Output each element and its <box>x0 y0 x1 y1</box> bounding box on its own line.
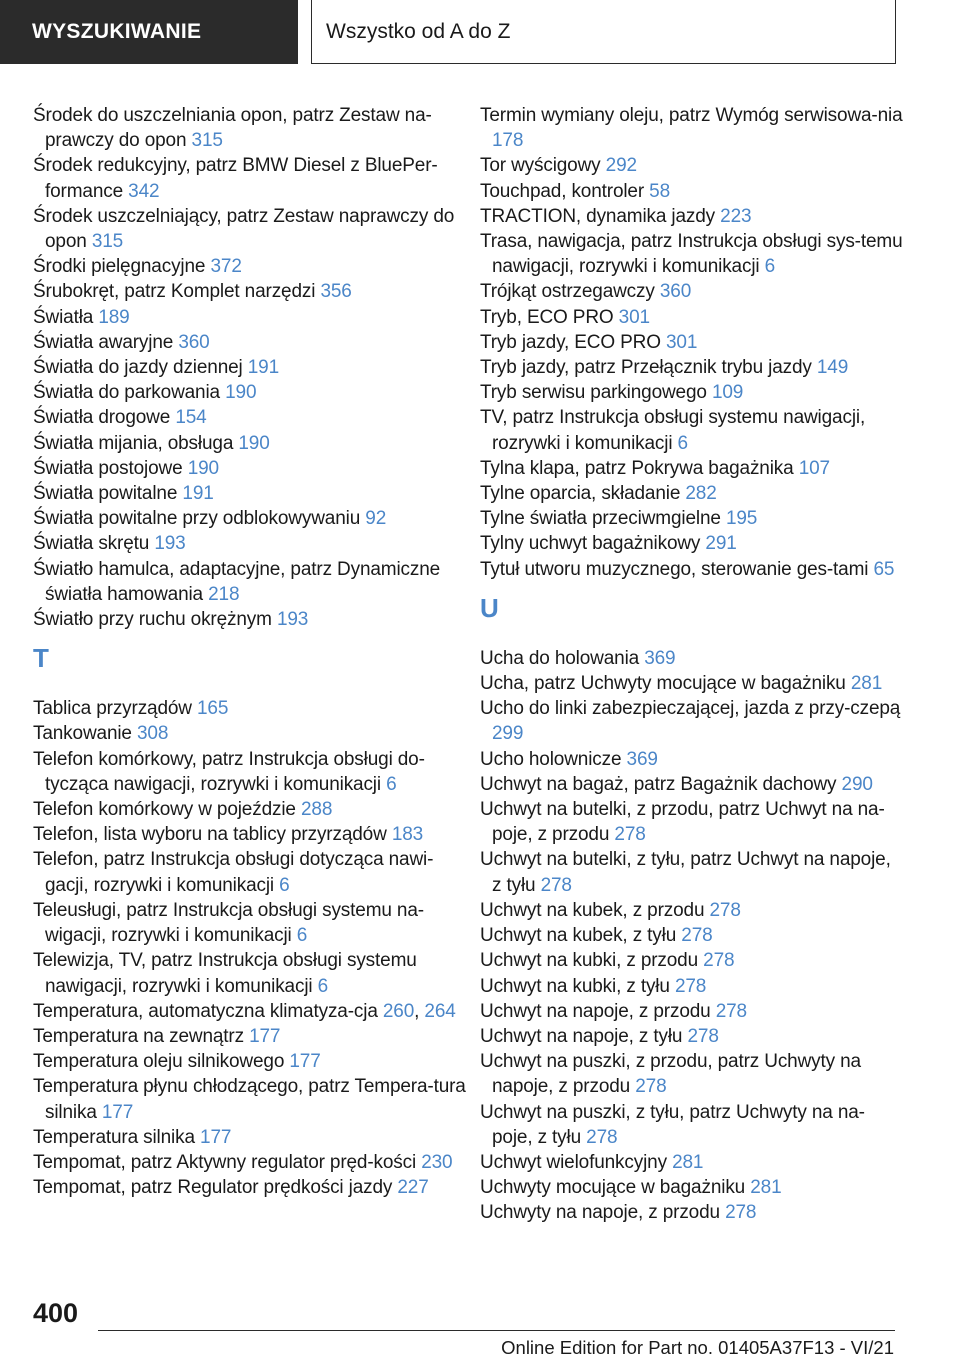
index-entry-text: Światła <box>33 306 94 328</box>
page-link[interactable]: 278 <box>687 1025 719 1047</box>
index-entry-text: Tytuł utworu muzycznego, sterowanie ges-tami <box>480 558 869 580</box>
page-link[interactable]: 369 <box>644 647 676 669</box>
page-link[interactable]: 165 <box>197 698 229 720</box>
index-entry-text: Tablica przyrządów <box>33 698 192 720</box>
page-link[interactable]: 109 <box>711 382 744 404</box>
header-title: Wszystko od A do Z <box>326 19 511 43</box>
index-entry-text: Światło przy ruchu okrężnym <box>33 609 272 631</box>
page-link[interactable]: 281 <box>850 673 883 695</box>
index-entry <box>480 747 905 772</box>
footer-divider <box>98 1330 895 1331</box>
page-link[interactable]: 278 <box>586 1126 618 1148</box>
index-entry <box>480 355 905 380</box>
index-entry-text: Tylne światła przeciwmgielne <box>480 508 721 530</box>
index-entry <box>480 646 905 671</box>
index-letter-heading: U <box>480 592 499 623</box>
index-entry <box>480 380 905 405</box>
index-entry <box>480 557 905 582</box>
index-entry-text: Światła powitalne przy odblokowywaniu <box>33 508 361 530</box>
index-entry-text: Ucha, patrz Uchwyty mocujące w bagażniku <box>480 673 846 695</box>
page-link[interactable]: 278 <box>540 874 572 896</box>
index-entry <box>480 179 905 204</box>
index-entry <box>480 1175 905 1200</box>
index-entry <box>33 948 473 998</box>
index-entry-text: Ucha do holowania <box>480 647 640 669</box>
index-entry-text: Temperatura silnika <box>33 1126 195 1148</box>
index-entry-text: Uchwyt na napoje, z tyłu <box>480 1025 683 1047</box>
page-link[interactable]: 6 <box>764 256 776 278</box>
index-column-right <box>480 103 905 1226</box>
index-entry-text: Uchwyt na butelki, z przodu, patrz Uchwyt na na-poje, z przodu <box>480 799 885 846</box>
page-link[interactable]: 107 <box>798 457 830 479</box>
index-entry <box>33 1125 473 1150</box>
page-link[interactable]: 315 <box>191 130 223 152</box>
page-link[interactable]: 6 <box>296 925 308 947</box>
page-link[interactable]: 190 <box>225 382 257 404</box>
index-entry-text: Touchpad, kontroler <box>480 180 645 202</box>
index-entry-text: Tor wyścigowy <box>480 155 601 177</box>
index-entry <box>480 153 905 178</box>
index-entry <box>33 279 473 304</box>
index-entry <box>480 772 905 797</box>
page-link[interactable]: 292 <box>605 155 637 177</box>
index-entry-text: Tryb serwisu parkingowego <box>480 382 707 404</box>
page-link[interactable]: 227 <box>397 1177 429 1199</box>
page-link[interactable]: 299 <box>492 723 524 745</box>
page-link[interactable]: 191 <box>247 357 280 379</box>
index-entry-text: Termin wymiany oleju, patrz Wymóg serwisowa-nia <box>480 105 903 126</box>
index-entry <box>480 1150 905 1175</box>
page-link[interactable]: 360 <box>659 281 692 303</box>
page-link[interactable]: 92 <box>365 508 387 530</box>
page-link[interactable]: 281 <box>672 1151 704 1173</box>
index-entry <box>33 797 473 822</box>
index-entry <box>480 696 905 746</box>
index-entry-text: Tryb jazdy, patrz Przełącznik trybu jazdy <box>480 357 812 379</box>
index-entry <box>33 204 473 254</box>
index-entry <box>33 531 473 556</box>
index-entry <box>480 531 905 556</box>
index-entry-text: Uchwyty mocujące w bagażniku <box>480 1177 746 1199</box>
page-link[interactable]: 149 <box>816 357 849 379</box>
index-entry-text: Środek redukcyjny, patrz BMW Diesel z BluePer-formance <box>33 155 438 202</box>
page-link[interactable]: 6 <box>677 432 688 454</box>
index-entry <box>480 974 905 999</box>
index-entry-text: Środek do uszczelniania opon, patrz Zestaw na-prawczy do opon <box>33 105 432 152</box>
page-link[interactable]: 278 <box>703 950 735 972</box>
index-entry <box>33 1074 473 1124</box>
page-link[interactable]: 177 <box>101 1101 134 1123</box>
index-entry-text: Uchwyt na kubki, z przodu <box>480 950 699 972</box>
page-link[interactable]: 6 <box>279 874 290 896</box>
index-entry-text: Światła skrętu <box>33 533 150 555</box>
page-link[interactable]: 6 <box>386 773 397 795</box>
page-link[interactable]: 278 <box>725 1202 757 1224</box>
index-entry-text: Światła postojowe <box>33 457 183 479</box>
index-entry-text: Telefon komórkowy, patrz Instrukcja obsługi do-tycząca nawigacji, rozrywki i komunikacji <box>33 748 425 795</box>
index-entry-text: Światło hamulca, adaptacyjne, patrz Dynamiczne światła hamowania <box>33 558 441 605</box>
index-entry-text: TRACTION, dynamika jazdy <box>480 205 716 227</box>
index-entry-text: Uchwyt na kubek, z przodu <box>480 899 705 921</box>
index-entry-text: Światła drogowe <box>33 407 171 429</box>
index-entry-text: Środki pielęgnacyjne <box>33 256 206 278</box>
index-entry-text: Uchwyt na bagaż, patrz Bagażnik dachowy <box>480 773 837 795</box>
page-link[interactable]: 58 <box>649 180 671 202</box>
page-link[interactable]: 178 <box>492 130 524 152</box>
page-link[interactable]: 183 <box>391 824 424 846</box>
index-entry-text: Uchwyty na napoje, z przodu <box>480 1202 720 1224</box>
index-entry <box>480 1024 905 1049</box>
index-entry <box>33 1024 473 1049</box>
page-link[interactable]: 191 <box>182 483 214 505</box>
index-entry-text: Telefon, lista wyboru na tablicy przyrządów <box>33 824 387 846</box>
index-letter-heading: T <box>33 643 49 674</box>
index-entry <box>480 330 905 355</box>
index-entry <box>33 431 473 456</box>
index-entry-text: TV, patrz Instrukcja obsługi systemu nawigacji, rozrywki i komunikacji <box>480 407 866 454</box>
index-entry-text: Tryb jazdy, ECO PRO <box>480 331 661 353</box>
index-entry <box>480 999 905 1024</box>
page-link[interactable]: 190 <box>238 432 270 454</box>
index-entry <box>33 481 473 506</box>
index-entry <box>33 557 473 607</box>
index-entry <box>33 1175 473 1200</box>
index-entry <box>33 1150 473 1175</box>
index-entry <box>480 279 905 304</box>
page-link[interactable]: 195 <box>725 508 758 530</box>
index-entry-text: Trójkąt ostrzegawczy <box>480 281 655 303</box>
page-link[interactable]: 278 <box>709 899 741 921</box>
page-link[interactable]: 369 <box>626 748 658 770</box>
index-entry <box>480 1049 905 1099</box>
index-entry-text: Temperatura oleju silnikowego <box>33 1051 285 1073</box>
index-entry <box>33 305 473 330</box>
index-entry-text: Uchwyt wielofunkcyjny <box>480 1151 667 1173</box>
page-link[interactable]: 278 <box>614 824 646 846</box>
index-entry-text: Ucho holownicze <box>480 748 622 770</box>
index-entry-text: Środek uszczelniający, patrz Zestaw naprawczy do opon <box>33 205 455 253</box>
index-entry <box>33 822 473 847</box>
header-title-box <box>311 0 896 64</box>
page-link[interactable]: 278 <box>635 1076 667 1098</box>
page-link[interactable]: 193 <box>154 533 186 555</box>
page-link[interactable]: 65 <box>873 558 895 580</box>
page-link[interactable]: 315 <box>91 231 124 253</box>
index-entry <box>480 103 905 153</box>
index-entry <box>480 1200 905 1225</box>
section-title: WYSZUKIWANIE <box>32 20 202 43</box>
index-entry <box>480 923 905 948</box>
index-entry <box>480 847 905 897</box>
index-entry <box>480 229 905 279</box>
index-entry <box>480 305 905 330</box>
page-link[interactable]: 278 <box>674 975 707 997</box>
index-entry-text: Uchwyt na puszki, z przodu, patrz Uchwyty na napoje, z przodu <box>480 1051 861 1098</box>
page-link[interactable]: 189 <box>98 306 130 328</box>
index-entry-text: Światła awaryjne <box>33 331 174 353</box>
index-entry <box>33 456 473 481</box>
index-entry <box>480 506 905 531</box>
index-entry-text: Uchwyt na butelki, z tyłu, patrz Uchwyt na napoje, z tyłu <box>480 849 891 896</box>
page-link[interactable]: 301 <box>618 306 650 328</box>
page-link[interactable]: 301 <box>666 331 698 353</box>
index-entry <box>33 506 473 531</box>
index-entry <box>33 330 473 355</box>
page-link[interactable]: 154 <box>175 407 207 429</box>
index-entry <box>480 204 905 229</box>
page-link[interactable]: 278 <box>715 1000 747 1022</box>
page-link[interactable]: 193 <box>276 609 309 631</box>
index-entry <box>33 355 473 380</box>
section-tab <box>0 0 298 64</box>
index-entry <box>33 721 473 746</box>
index-entry <box>33 898 473 948</box>
index-entry-text: Tempomat, patrz Aktywny regulator pręd-kości <box>33 1151 417 1173</box>
index-entry-text: Tylna klapa, patrz Pokrywa bagażnika <box>480 457 794 479</box>
page-link[interactable]: 290 <box>841 773 873 795</box>
page-link[interactable]: 190 <box>187 457 219 479</box>
index-entry <box>33 747 473 797</box>
index-entry-text: Tankowanie <box>33 723 132 745</box>
index-entry-text: Temperatura płynu chłodzącego, patrz Tempera-tura silnika <box>33 1076 466 1123</box>
page-link[interactable]: 372 <box>210 256 242 278</box>
index-entry: Temperatura, automatyczna klimatyza-cja 260, 264 <box>33 1000 456 1022</box>
index-entry-text: Trasa, nawigacja, patrz Instrukcja obsługi sys-temu nawigacji, rozrywki i komunikacji <box>480 231 903 278</box>
index-entry <box>480 481 905 506</box>
index-entry-text: Uchwyt na puszki, z tyłu, patrz Uchwyty na na-poje, z tyłu <box>480 1101 865 1148</box>
index-entry-text: Temperatura na zewnątrz <box>33 1025 244 1047</box>
index-entry-text: Telefon komórkowy w pojeździe <box>33 799 296 821</box>
index-entry <box>33 380 473 405</box>
page-link[interactable]: 177 <box>249 1025 281 1047</box>
index-entry-text: Telefon, patrz Instrukcja obsługi dotycząca nawi-gacji, rozrywki i komunikacji <box>33 849 434 896</box>
page-link[interactable]: 230 <box>421 1151 453 1173</box>
index-entry-text: Teleusługi, patrz Instrukcja obsługi systemu na-wigacji, rozrywki i komunikacji <box>33 899 424 947</box>
index-entry <box>33 1049 473 1074</box>
page-link[interactable]: 360 <box>178 331 210 353</box>
page-link[interactable]: 6 <box>317 975 329 997</box>
page-number: 400 <box>33 1298 79 1328</box>
index-entry <box>33 103 473 153</box>
page-link[interactable]: 291 <box>705 533 737 555</box>
index-entry-text: Tryb, ECO PRO <box>480 306 614 328</box>
page-link[interactable]: 308 <box>137 723 169 745</box>
index-entry-text: Światła do jazdy dziennej <box>33 357 243 379</box>
index-entry <box>480 456 905 481</box>
index-column-left <box>33 103 473 1200</box>
index-entry-text: Tylny uchwyt bagażnikowy <box>480 533 701 555</box>
page-link[interactable]: 282 <box>685 483 717 505</box>
index-entry-text: Tylne oparcia, składanie <box>480 483 681 505</box>
page-link[interactable]: 177 <box>289 1051 321 1073</box>
index-entry-text: Uchwyt na napoje, z przodu <box>480 1000 711 1022</box>
index-entry-text: Temperatura, automatyczna klimatyza-cja <box>33 1000 378 1022</box>
page-link[interactable]: 356 <box>320 281 352 303</box>
index-entry-text: Telewizja, TV, patrz Instrukcja obsługi systemu nawigacji, rozrywki i komunikacji <box>33 950 417 997</box>
index-entry <box>480 797 905 847</box>
page-link[interactable]: 342 <box>128 180 160 202</box>
index-entry <box>480 948 905 973</box>
index-entry <box>33 696 473 721</box>
index-entry <box>33 153 473 203</box>
index-entry <box>33 405 473 430</box>
page-link[interactable]: 223 <box>720 205 752 227</box>
page-link[interactable]: 278 <box>681 925 713 947</box>
index-entry <box>33 607 473 632</box>
index-entry-text: Uchwyt na kubek, z tyłu <box>480 925 677 947</box>
index-entry <box>480 898 905 923</box>
index-entry-text: Śrubokręt, patrz Komplet narzędzi <box>33 281 316 303</box>
index-entry-text: Uchwyt na kubki, z tyłu <box>480 975 670 997</box>
page-link[interactable]: 264 <box>424 1000 456 1022</box>
index-entry <box>480 405 905 455</box>
page-link[interactable]: 288 <box>300 799 333 821</box>
index-entry <box>33 254 473 279</box>
page-link[interactable]: 260 <box>382 1000 415 1022</box>
index-entry-text: Tempomat, patrz Regulator prędkości jazdy <box>33 1177 393 1199</box>
index-entry-text: Światła do parkowania <box>33 382 220 404</box>
index-entry-text: Światła mijania, obsługa <box>33 432 234 454</box>
footer-edition: Online Edition for Part no. 01405A37F13 - VI/21 <box>501 1337 894 1358</box>
index-entry <box>33 847 473 897</box>
page-link[interactable]: 218 <box>208 583 240 605</box>
page-link[interactable]: 177 <box>200 1126 232 1148</box>
index-entry <box>480 671 905 696</box>
index-entry-text: Światła powitalne <box>33 483 178 505</box>
index-entry <box>480 1100 905 1150</box>
index-entry-text: Ucho do linki zabezpieczającej, jazda z przy-czepą <box>480 698 901 720</box>
page-link[interactable]: 281 <box>750 1177 782 1199</box>
